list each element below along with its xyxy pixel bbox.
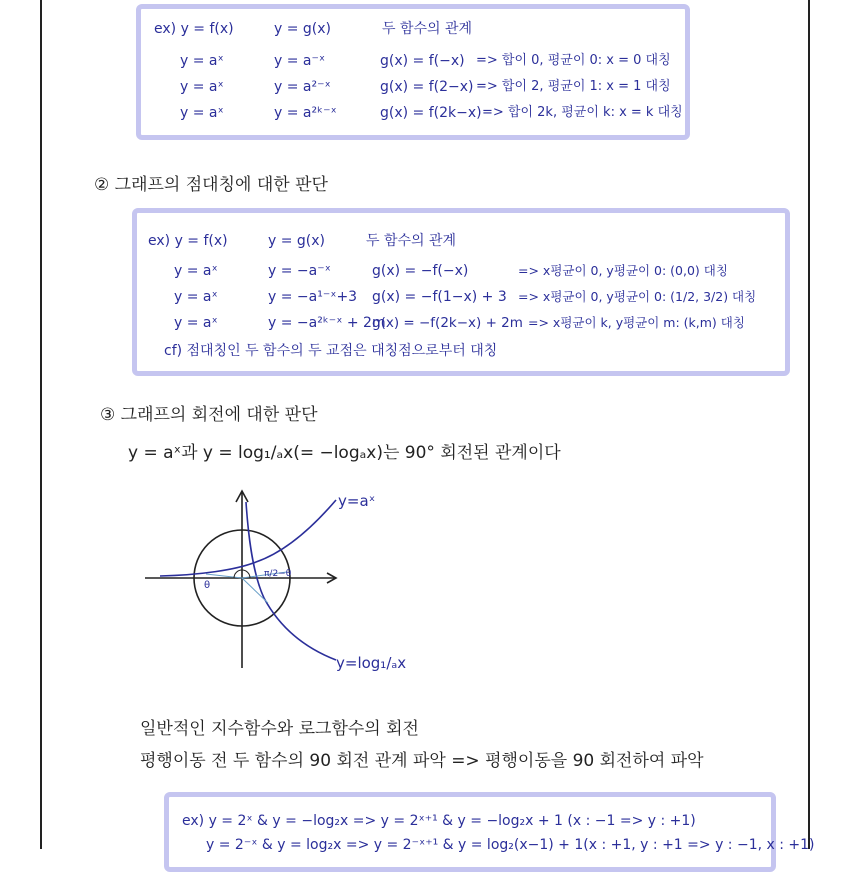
box1-row3-f: y = aˣ xyxy=(180,105,224,121)
box1-row2-relation: g(x) = f(2−x) xyxy=(380,79,474,95)
box2-note: cf) 점대칭인 두 함수의 두 교점은 대칭점으로부터 대칭 xyxy=(164,343,498,359)
box2-header-g: y = g(x) xyxy=(268,233,326,249)
log-curve xyxy=(246,502,336,660)
box1-row2-g: y = a²⁻ˣ xyxy=(274,79,331,95)
box1-header-f: ex) y = f(x) xyxy=(154,21,234,37)
curve1-label: y=aˣ xyxy=(338,492,376,510)
section3-title: ③ 그래프의 회전에 대한 판단 xyxy=(100,405,318,425)
section2-title: ② 그래프의 점대칭에 대한 판단 xyxy=(94,175,328,195)
rotation-statement: y = aˣ과 y = log₁/ₐx(= −logₐx)는 90° 회전된 관계이다 xyxy=(128,443,561,463)
angle-label: π/2−θ xyxy=(264,569,292,579)
box1-row1-f: y = aˣ xyxy=(180,53,224,69)
box1-row3-g: y = a²ᵏ⁻ˣ xyxy=(274,105,337,121)
box2-row2-result: => x평균이 0, y평균이 0: (1/2, 3/2) 대칭 xyxy=(518,289,757,304)
box2-row1-relation: g(x) = −f(−x) xyxy=(372,263,469,279)
box1-row1-result: => 합이 0, 평균이 0: x = 0 대칭 xyxy=(476,53,671,68)
theta-label: θ xyxy=(204,580,211,591)
box2-row1-g: y = −a⁻ˣ xyxy=(268,263,331,279)
box2-row1-result: => x평균이 0, y평균이 0: (0,0) 대칭 xyxy=(518,263,728,278)
box3-row2: y = 2⁻ˣ & y = log₂x => y = 2⁻ˣ⁺¹ & y = log₂(x−1) + 1(x : +1, y : +1 => y : −1, x : +1) xyxy=(206,837,815,853)
box1-row2-f: y = aˣ xyxy=(180,79,224,95)
rotation-example-box xyxy=(164,792,776,872)
box2-row2-relation: g(x) = −f(1−x) + 3 xyxy=(372,289,507,305)
box2-header-f: ex) y = f(x) xyxy=(148,233,228,249)
box2-row3-g: y = −a²ᵏ⁻ˣ + 2m xyxy=(268,315,386,331)
box2-row3-relation: g(x) = −f(2k−x) + 2m xyxy=(372,315,523,331)
box2-header-relation: 두 함수의 관계 xyxy=(366,233,457,249)
box1-row1-relation: g(x) = f(−x) xyxy=(380,53,465,69)
box1-row1-g: y = a⁻ˣ xyxy=(274,53,326,69)
exponential-curve xyxy=(160,500,336,576)
box2-row2-f: y = aˣ xyxy=(174,289,218,305)
box1-row3-relation: g(x) = f(2k−x) xyxy=(380,105,482,121)
box1-row3-result: => 합이 2k, 평균이 k: x = k 대칭 xyxy=(482,105,683,120)
translation-rotation-line: 평행이동 전 두 함수의 90 회전 관계 파악 => 평행이동을 90 회전하여 파악 xyxy=(140,751,704,771)
box1-row2-result: => 합이 2, 평균이 1: x = 1 대칭 xyxy=(476,79,671,94)
box1-header-relation: 두 함수의 관계 xyxy=(382,21,473,37)
box3-row1: ex) y = 2ˣ & y = −log₂x => y = 2ˣ⁺¹ & y = −log₂x + 1 (x : −1 => y : +1) xyxy=(182,813,696,829)
box2-row2-g: y = −a¹⁻ˣ+3 xyxy=(268,289,358,305)
general-rotation-line: 일반적인 지수함수와 로그함수의 회전 xyxy=(140,719,419,739)
box1-header-g: y = g(x) xyxy=(274,21,332,37)
box2-row3-result: => x평균이 k, y평균이 m: (k,m) 대칭 xyxy=(528,315,745,330)
curve2-label: y=log₁/ₐx xyxy=(336,654,407,672)
box2-row3-f: y = aˣ xyxy=(174,315,218,331)
box2-row1-f: y = aˣ xyxy=(174,263,218,279)
radius-line-2 xyxy=(242,578,268,603)
